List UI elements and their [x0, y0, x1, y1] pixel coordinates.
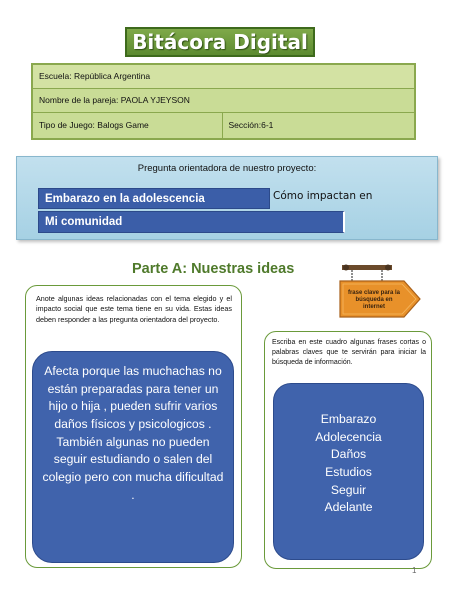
page-number: 1 [412, 566, 417, 575]
svg-text:frase clave para la: frase clave para la [347, 290, 401, 296]
info-table [31, 63, 416, 140]
guiding-question-title: Pregunta orientadora de nuestro proyecto: [137, 163, 317, 174]
keyword-item: Adolecencia [315, 429, 382, 444]
ideas-box: Afecta porque las muchachas no están preparadas para tener un hijo o hija , pueden sufrir varios daños físicos y psicologicos . También algunas no pueden seguir estudiando o salen del colegio pero con mucha dificultad . [32, 351, 234, 563]
svg-text:búsqueda en: búsqueda en [355, 297, 393, 303]
svg-text:internet: internet [362, 304, 386, 310]
keyword-item: Adelante [324, 500, 373, 515]
ideas-frame [25, 285, 242, 568]
keywords-box [273, 383, 424, 560]
keyword-item: Seguir [330, 482, 367, 497]
topic-bar: Embarazo en la adolescencia [38, 188, 270, 209]
keyword-item: Daños [330, 447, 367, 462]
signpost-icon [338, 263, 422, 327]
keyword-item: Embarazo [320, 412, 377, 426]
pair-name-cell: Nombre de la pareja: PAOLA YJEYSON [32, 88, 415, 112]
school-cell: Escuela: República Argentina [32, 64, 415, 88]
ideas-instructions: Anote algunas ideas relacionadas con el tema elegido y el impacto social que este tema tiene en su vida. Estas ideas deben responder a las pregunta orientadora del proyecto. [36, 294, 232, 324]
page-title: Bitácora Digital [125, 27, 315, 57]
keyword-item: Estudios [325, 465, 372, 480]
keywords-instructions: Escriba en este cuadro algunas frases cortas o palabras claves que te servirán para iniciar la búsqueda de información. [272, 339, 426, 366]
impact-text: Cómo impactan en [273, 190, 373, 202]
section-cell: Sección:6-1 [222, 112, 415, 139]
game-type-cell: Tipo de Juego: Balogs Game [32, 112, 222, 139]
keywords-frame [264, 331, 432, 569]
guiding-question-panel [16, 156, 438, 240]
part-a-title: Parte A: Nuestras ideas [132, 261, 295, 277]
community-bar: Mi comunidad [38, 211, 345, 233]
